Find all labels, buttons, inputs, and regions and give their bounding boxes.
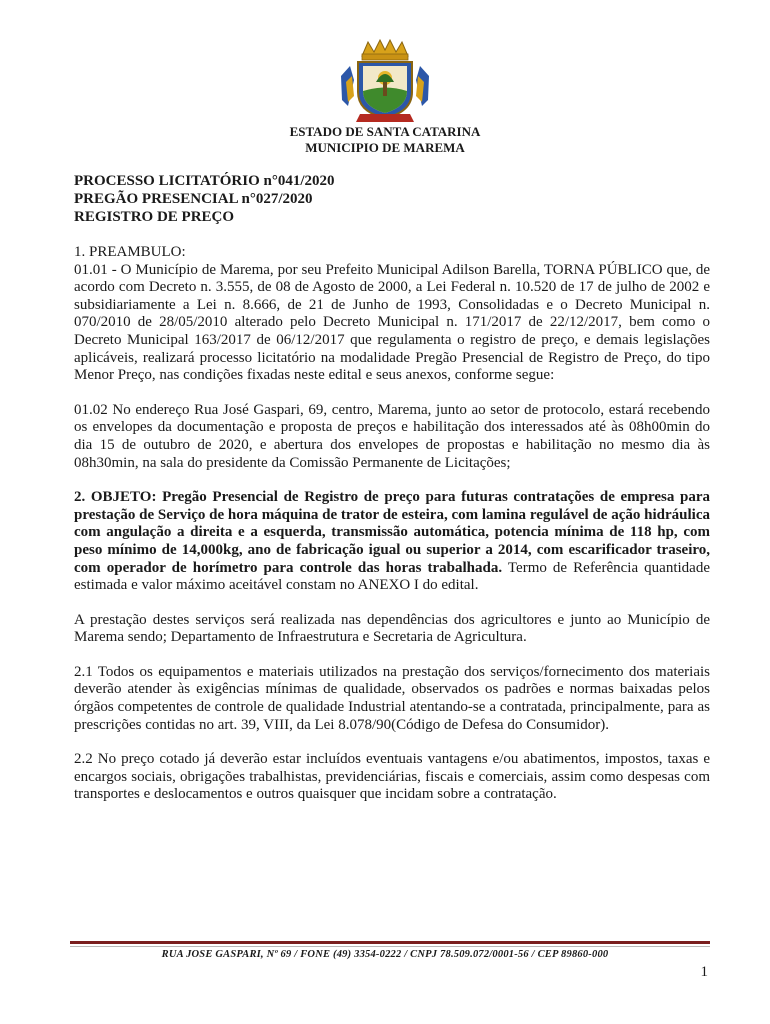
paragraph-2-1: 2.1 Todos os equipamentos e materiais utilizados na prestação dos serviços/fornecimento dos materiais deverão atender às exigências mínimas de qualidade, observados os padrões e normas baixadas pelos órgãos competentes de controle de qualidade Industrial atentando-se a contratada, principalmente, para as prescrições contidas no art. 39, VIII, da Lei 8.078/90(Código de Defesa do Consumidor). xyxy=(74,663,710,733)
state-name: ESTADO DE SANTA CATARINA xyxy=(289,124,481,139)
price-registry-title: REGISTRO DE PREÇO xyxy=(74,209,235,225)
footer-rule-thin xyxy=(70,946,710,947)
document-body xyxy=(74,244,710,821)
municipality-name: MUNICIPIO DE MAREMA xyxy=(305,140,465,155)
municipal-crest-icon xyxy=(338,36,432,124)
page-number: 1 xyxy=(700,964,708,980)
auction-number: PREGÃO PRESENCIAL n°027/2020 xyxy=(74,191,313,207)
paragraph-01-02: 01.02 No endereço Rua José Gaspari, 69, centro, Marema, junto ao setor de protocolo, estará recebendo os envelopes da documentação e proposta de preços e habilitação dos interessados até às 08h00min do dia 15 de outubro de 2020, e abertura dos envelopes de propostas e habilitação no mesmo dia às 08h30min, na sala do presidente da Comissão Permanente de Licitações; xyxy=(74,401,710,471)
object-description: : Pregão Presencial de Registro de preço para futuras contratações de empresa para prestação de Serviço de hora máquina de trator de esteira, com lamina regulável de ação hidráulica com angulação a direita e a esquerda, transmissão automática, potencia mínima de 118 hp, com peso mínimo de 14,000kg, ano de fabricação igual ou superior a 2014, com escarificador traseiro, com operador de horímetro para controle das horas trabalhada. xyxy=(74,489,710,576)
preamble-heading: 1. PREAMBULO: xyxy=(74,244,186,260)
process-number: PROCESSO LICITATÓRIO n°041/2020 xyxy=(74,173,335,189)
paragraph-01-01: 01.01 - O Município de Marema, por seu Prefeito Municipal Adilson Barella, TORNA PÚBLICO que, de acordo com Decreto n. 3.555, de 08 de Agosto de 2000, a Lei Federal n. 10.520 de 17 de julho de 2002 e subsidiariamente a Lei n. 8.666, de 21 de Junho de 1993, Consolidadas e o Decreto Municipal n. 070/2010 de 28/05/2010 alterado pelo Decreto Municipal n. 171/2017 de 22/12/2017, bem como o Decreto Municipal 163/2017 de 06/12/2017 que regulamenta o registro de preço, e demais legislações aplicáveis, realizará processo licitatório na modalidade Pregão Presencial de Registro de Preço, do tipo Menor Preço, nas condições fixadas neste edital e seus anexos, conforme segue: xyxy=(74,261,710,384)
footer-address: RUA JOSE GASPARI, Nº 69 / FONE (49) 3354-0222 / CNPJ 78.509.072/0001-56 / CEP 89860-000 xyxy=(161,949,609,960)
object-reference-note: Termo de Referência quantidade estimada e valor máximo aceitável constam no ANEXO I do edital. xyxy=(74,559,710,594)
paragraph-2-2: 2.2 No preço cotado já deverão estar incluídos eventuais vantagens e/ou abatimentos, impostos, taxas e encargos sociais, obrigações trabalhistas, previdenciárias, fiscais e comerciais, assim como despesas com transportes e deslocamentos e outros quaisquer que incidam sobre a contratação. xyxy=(74,751,710,803)
object-paragraph xyxy=(74,489,710,595)
object-label: 2. OBJETO xyxy=(74,489,152,506)
document-titles xyxy=(74,172,335,226)
document-header xyxy=(0,124,770,156)
footer-rule-thick xyxy=(70,941,710,944)
service-location-paragraph: A prestação destes serviços será realizada nas dependências dos agricultores e junto ao Município de Marema sendo; Departamento de Infraestrutura e Secretaria de Agricultura. xyxy=(74,611,710,646)
